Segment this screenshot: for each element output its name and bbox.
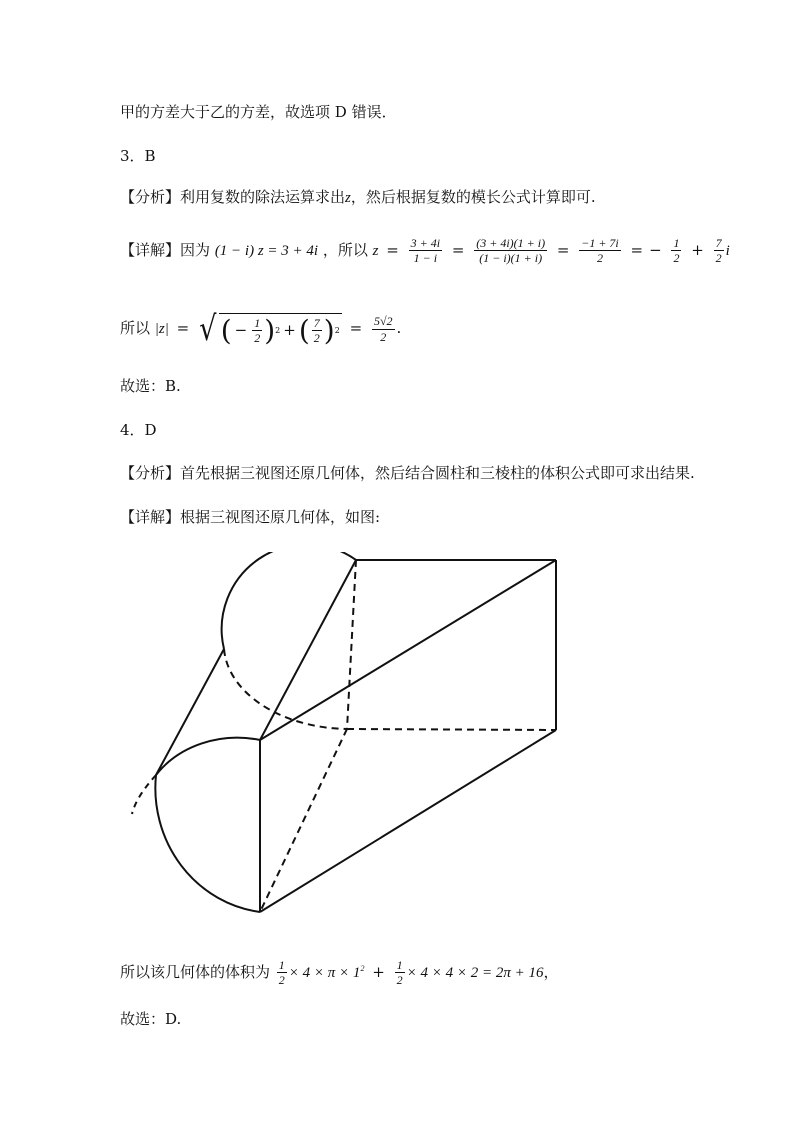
cylinder-tangent bbox=[156, 649, 224, 775]
detail-so: ，所以 bbox=[322, 240, 368, 259]
choice-4: 故选：D. bbox=[120, 1010, 182, 1028]
detail-tag: 【详解】 bbox=[120, 508, 181, 526]
analysis-text: 利用复数的除法运算求出 bbox=[180, 188, 346, 206]
detail-text: 根据三视图还原几何体，如图: bbox=[180, 508, 381, 526]
modulus-prefix: 所以 bbox=[120, 319, 151, 337]
fraction-2: $\frac{(3 + 4i)(1 + i)}{(1 - i)(1 + i)}$ bbox=[476, 236, 546, 266]
detail-3-equation: 【详解】因为 (1 − i) z = 3 + 4i ，所以 z = $\frac{3 + 4i}{1 - i}$ = $\frac{(3 + 4i)(1 + i)}{(1 - i)(1 + i)}$ = $\frac{-1 + 7i}{2}$ = − $\frac{1}{2}$ + $\frac{7}{2}$ i bbox=[120, 236, 730, 266]
solid-geometry-figure bbox=[128, 552, 568, 922]
volume-fraction-2: $\frac{1}{2}$ bbox=[396, 958, 403, 988]
analysis-3 bbox=[120, 190, 596, 206]
detail-because: 因为 bbox=[180, 240, 211, 259]
back-semicircle-hidden bbox=[224, 649, 347, 729]
analysis-text: 首先根据三视图还原几何体，然后结合圆柱和三棱柱的体积公式即可求出结果. bbox=[180, 464, 695, 482]
analysis-tag: 【分析】 bbox=[120, 188, 181, 206]
bottom-diagonal-edge bbox=[260, 730, 556, 912]
fraction-3: $\frac{-1 + 7i}{2}$ bbox=[581, 236, 619, 266]
analysis-4 bbox=[120, 466, 695, 481]
volume-prefix: 所以该几何体的体积为 bbox=[120, 962, 271, 981]
abs-z: |z| bbox=[154, 321, 169, 337]
front-arc-hidden bbox=[132, 775, 156, 814]
volume-line: 所以该几何体的体积为 $\frac{1}{2}$ × $4 \times \pi \times 1^2$ + $\frac{1}{2}$ × 4 × 4 × 2 = 2π + 16， bbox=[120, 958, 559, 988]
choice-3: 故选：B. bbox=[120, 377, 181, 395]
diagonal-edge-2 bbox=[260, 560, 556, 740]
equation-given: (1 − i) z = 3 + 4i bbox=[214, 242, 319, 259]
hidden-vertical-edge bbox=[347, 560, 356, 729]
question-3-answer: 3．B bbox=[120, 147, 156, 165]
text-line-variance: 甲的方差大于乙的方差，故选项 D 错误． bbox=[120, 103, 397, 121]
analysis-text-2: ，然后根据复数的模长公式计算即可. bbox=[350, 188, 596, 206]
fraction-5: $\frac{7}{2}$ bbox=[715, 236, 722, 266]
front-arc-bottom bbox=[155, 775, 260, 912]
detail-4 bbox=[120, 510, 380, 525]
volume-fraction-1: $\frac{1}{2}$ bbox=[278, 958, 285, 988]
equation-z: z bbox=[372, 242, 379, 259]
back-semicircle-solid bbox=[222, 552, 356, 649]
diagonal-edge-1 bbox=[260, 560, 356, 740]
fraction-1: $\frac{3 + 4i}{1 - i}$ bbox=[410, 236, 441, 266]
question-4-answer: 4．D bbox=[120, 421, 157, 439]
detail-3-modulus: 所以 |z| = √ ( − $\frac{1}{2}$ ) 2 + ( $\frac{7}{2}$ ) 2 = $\frac{5√2}{2}$ . bbox=[120, 309, 402, 349]
sqrt-expression: √ ( − $\frac{1}{2}$ ) 2 + ( $\frac{7}{2}$ ) 2 bbox=[199, 309, 340, 349]
detail-tag: 【详解】 bbox=[120, 240, 181, 259]
var-z: z bbox=[345, 190, 351, 206]
hidden-bottom-edge bbox=[347, 729, 556, 730]
analysis-tag: 【分析】 bbox=[120, 464, 181, 482]
front-arc-top bbox=[156, 738, 260, 775]
modulus-result: $\frac{5√2}{2}$ bbox=[373, 314, 393, 344]
fraction-4: $\frac{1}{2}$ bbox=[673, 236, 680, 266]
